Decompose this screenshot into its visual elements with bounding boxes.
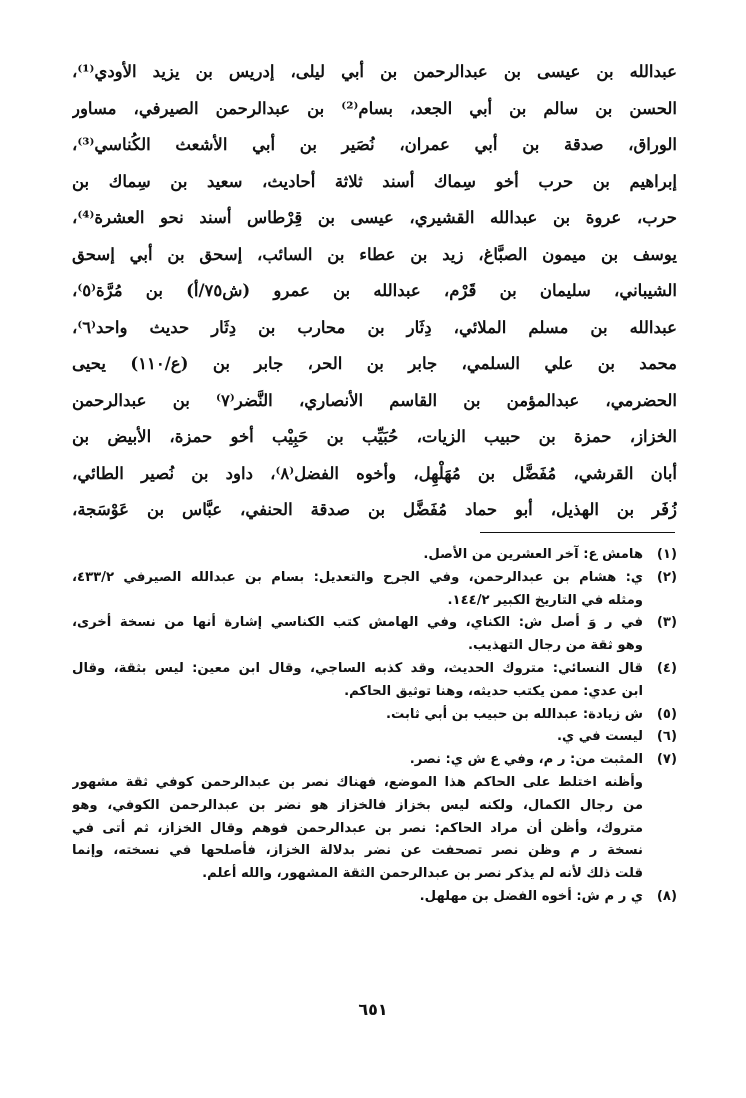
main-text-line: عبدالله بن مسلم الملائي، دِثَار بن محارب بن دِثَار حديث واحد⁽٦⁾، xyxy=(72,317,677,337)
footnote xyxy=(72,704,677,727)
footnote-text: ش زيادة: عبدالله بن حبيب بن أبي ثابت. xyxy=(385,706,643,722)
footnote xyxy=(72,567,677,613)
main-text-line: يوسف بن ميمون الصبَّاغ، زيد بن عطاء بن السائب، إسحق بن أبي إسحق xyxy=(72,244,677,264)
main-text-line: إبراهيم بن حرب أخو سِماك أسند ثلاثة أحاديث، سعيد بن سِماك بن xyxy=(72,171,677,191)
footnote-text: وأظنه اختلط على الحاكم هذا الموضع، فهناك نصر بن عبدالرحمن كوفي ثقة مشهور xyxy=(72,774,643,790)
footnote-text: هامش ع: آخر العشرين من الأصل. xyxy=(423,547,643,562)
footnote-text: قال النسائي: متروك الحديث، وقد كذبه الساجي، وقال ابن معين: ليس بثقة، وقال xyxy=(72,660,643,676)
footnote-text: ليست في ي. xyxy=(557,729,643,745)
footnote-text: وهو ثقة من رجال التهذيب. xyxy=(467,638,643,654)
footnote-number: (٦) xyxy=(656,729,677,745)
main-text-line: زُفَر بن الهذيل، أبو حماد مُفَضَّل بن صدقة الحنفي، عبَّاس بن عَوْسَجة، xyxy=(72,500,677,519)
main-text-block xyxy=(72,54,677,529)
main-text-line: الوراق، صدقة بن أبي عمران، نُصَير بن أبي الأشعث الكُناسي⁽³⁾، xyxy=(72,135,677,154)
footnote-text: ومثله في التاريخ الكبير ١٤٤/٢. xyxy=(447,592,643,608)
footnote-text: نسخة ر م وظن نصر تصحفت عن نضر بدلالة الخزاز، فأصلحها في نسخته، وإنما xyxy=(72,843,643,859)
main-text-line: حرب، عروة بن عبدالله القشيري، عيسى بن قِرْطاس أسند نحو العشرة⁽⁴⁾، xyxy=(72,208,677,227)
footnote-number: (١) xyxy=(656,547,677,562)
main-text-line: محمد بن علي السلمي، جابر بن الحر، جابر بن (ع/١١٠) يحيى xyxy=(72,354,677,373)
footnotes-block xyxy=(72,544,677,909)
footnote-text: المثبت من: ر م، وفي ع ش ي: نصر. xyxy=(409,752,643,768)
footnote xyxy=(72,658,677,704)
footnote-text: قلت ذلك لأنه لم يذكر نصر بن عبدالرحمن الثقة المشهور، والله أعلم. xyxy=(202,866,643,882)
footnote-number: (٧) xyxy=(656,752,677,768)
main-text-line: الشيباني، سليمان بن قَرْم، عبدالله بن عمرو (ش٧٥/أ) بن مُرَّة⁽٥⁾، xyxy=(72,281,677,300)
footnote xyxy=(72,726,677,749)
main-text-line: أبان القرشي، مُفَضَّل بن مُهَلْهِل، وأخوه الفضل⁽٨⁾، داود بن نُصير الطائي، xyxy=(72,463,677,483)
footnote-separator xyxy=(480,532,675,533)
footnote-number: (٥) xyxy=(656,706,677,722)
main-text-line: الحضرمي، عبدالمؤمن بن القاسم الأنصاري، النَّضر⁽٧⁾ بن عبدالرحمن xyxy=(72,390,677,410)
main-text-line: الخزاز، حمزة بن حبيب الزيات، حُبَيِّب بن حَبِيْب أخو حمزة، الأبيض بن xyxy=(72,427,677,446)
footnote xyxy=(72,612,677,658)
main-text-line: عبدالله بن عيسى بن عبدالرحمن بن أبي ليلى، إدريس بن يزيد الأودي⁽¹⁾، xyxy=(72,62,677,81)
footnote-number: (٣) xyxy=(656,615,677,631)
footnote-number: (٢) xyxy=(656,569,677,585)
footnote-text: متروك، وأظن أن مراد الحاكم: نصر بن عبدالرحمن فوهم وقال الخزاز، ثم أتى في xyxy=(72,820,643,836)
footnote xyxy=(72,886,677,909)
page-number: ٦٥١ xyxy=(358,1000,388,1019)
footnote-number: (٤) xyxy=(656,660,677,676)
footnote-text: من رجال الكمال، ولكنه ليس بخزاز فالخزاز هو نضر بن عبدالرحمن الكوفي، وهو xyxy=(72,797,643,813)
footnote-text: ي: هشام بن عبدالرحمن، وفي الجرح والتعديل: بسام بن عبدالله الصيرفي ٤٣٣/٢، xyxy=(72,569,643,585)
footnote-text: في ر وَ أصل ش: الكناي، وفي الهامش كتب الكناسي إشارة أنها من نسخة أخرى، xyxy=(72,615,643,631)
footnote-text: ي ر م ش: أخوه الفضل بن مهلهل. xyxy=(419,888,643,904)
main-text-line: الحسن بن سالم بن أبي الجعد، بسام⁽²⁾ بن عبدالرحمن الصيرفي، مساور xyxy=(72,98,677,118)
footnote-text: ابن عدي: ممن يكتب حديثه، وهنا توثيق الحاكم. xyxy=(344,683,643,699)
footnote xyxy=(72,749,677,886)
footnote xyxy=(72,544,677,567)
footnote-number: (٨) xyxy=(656,888,677,904)
